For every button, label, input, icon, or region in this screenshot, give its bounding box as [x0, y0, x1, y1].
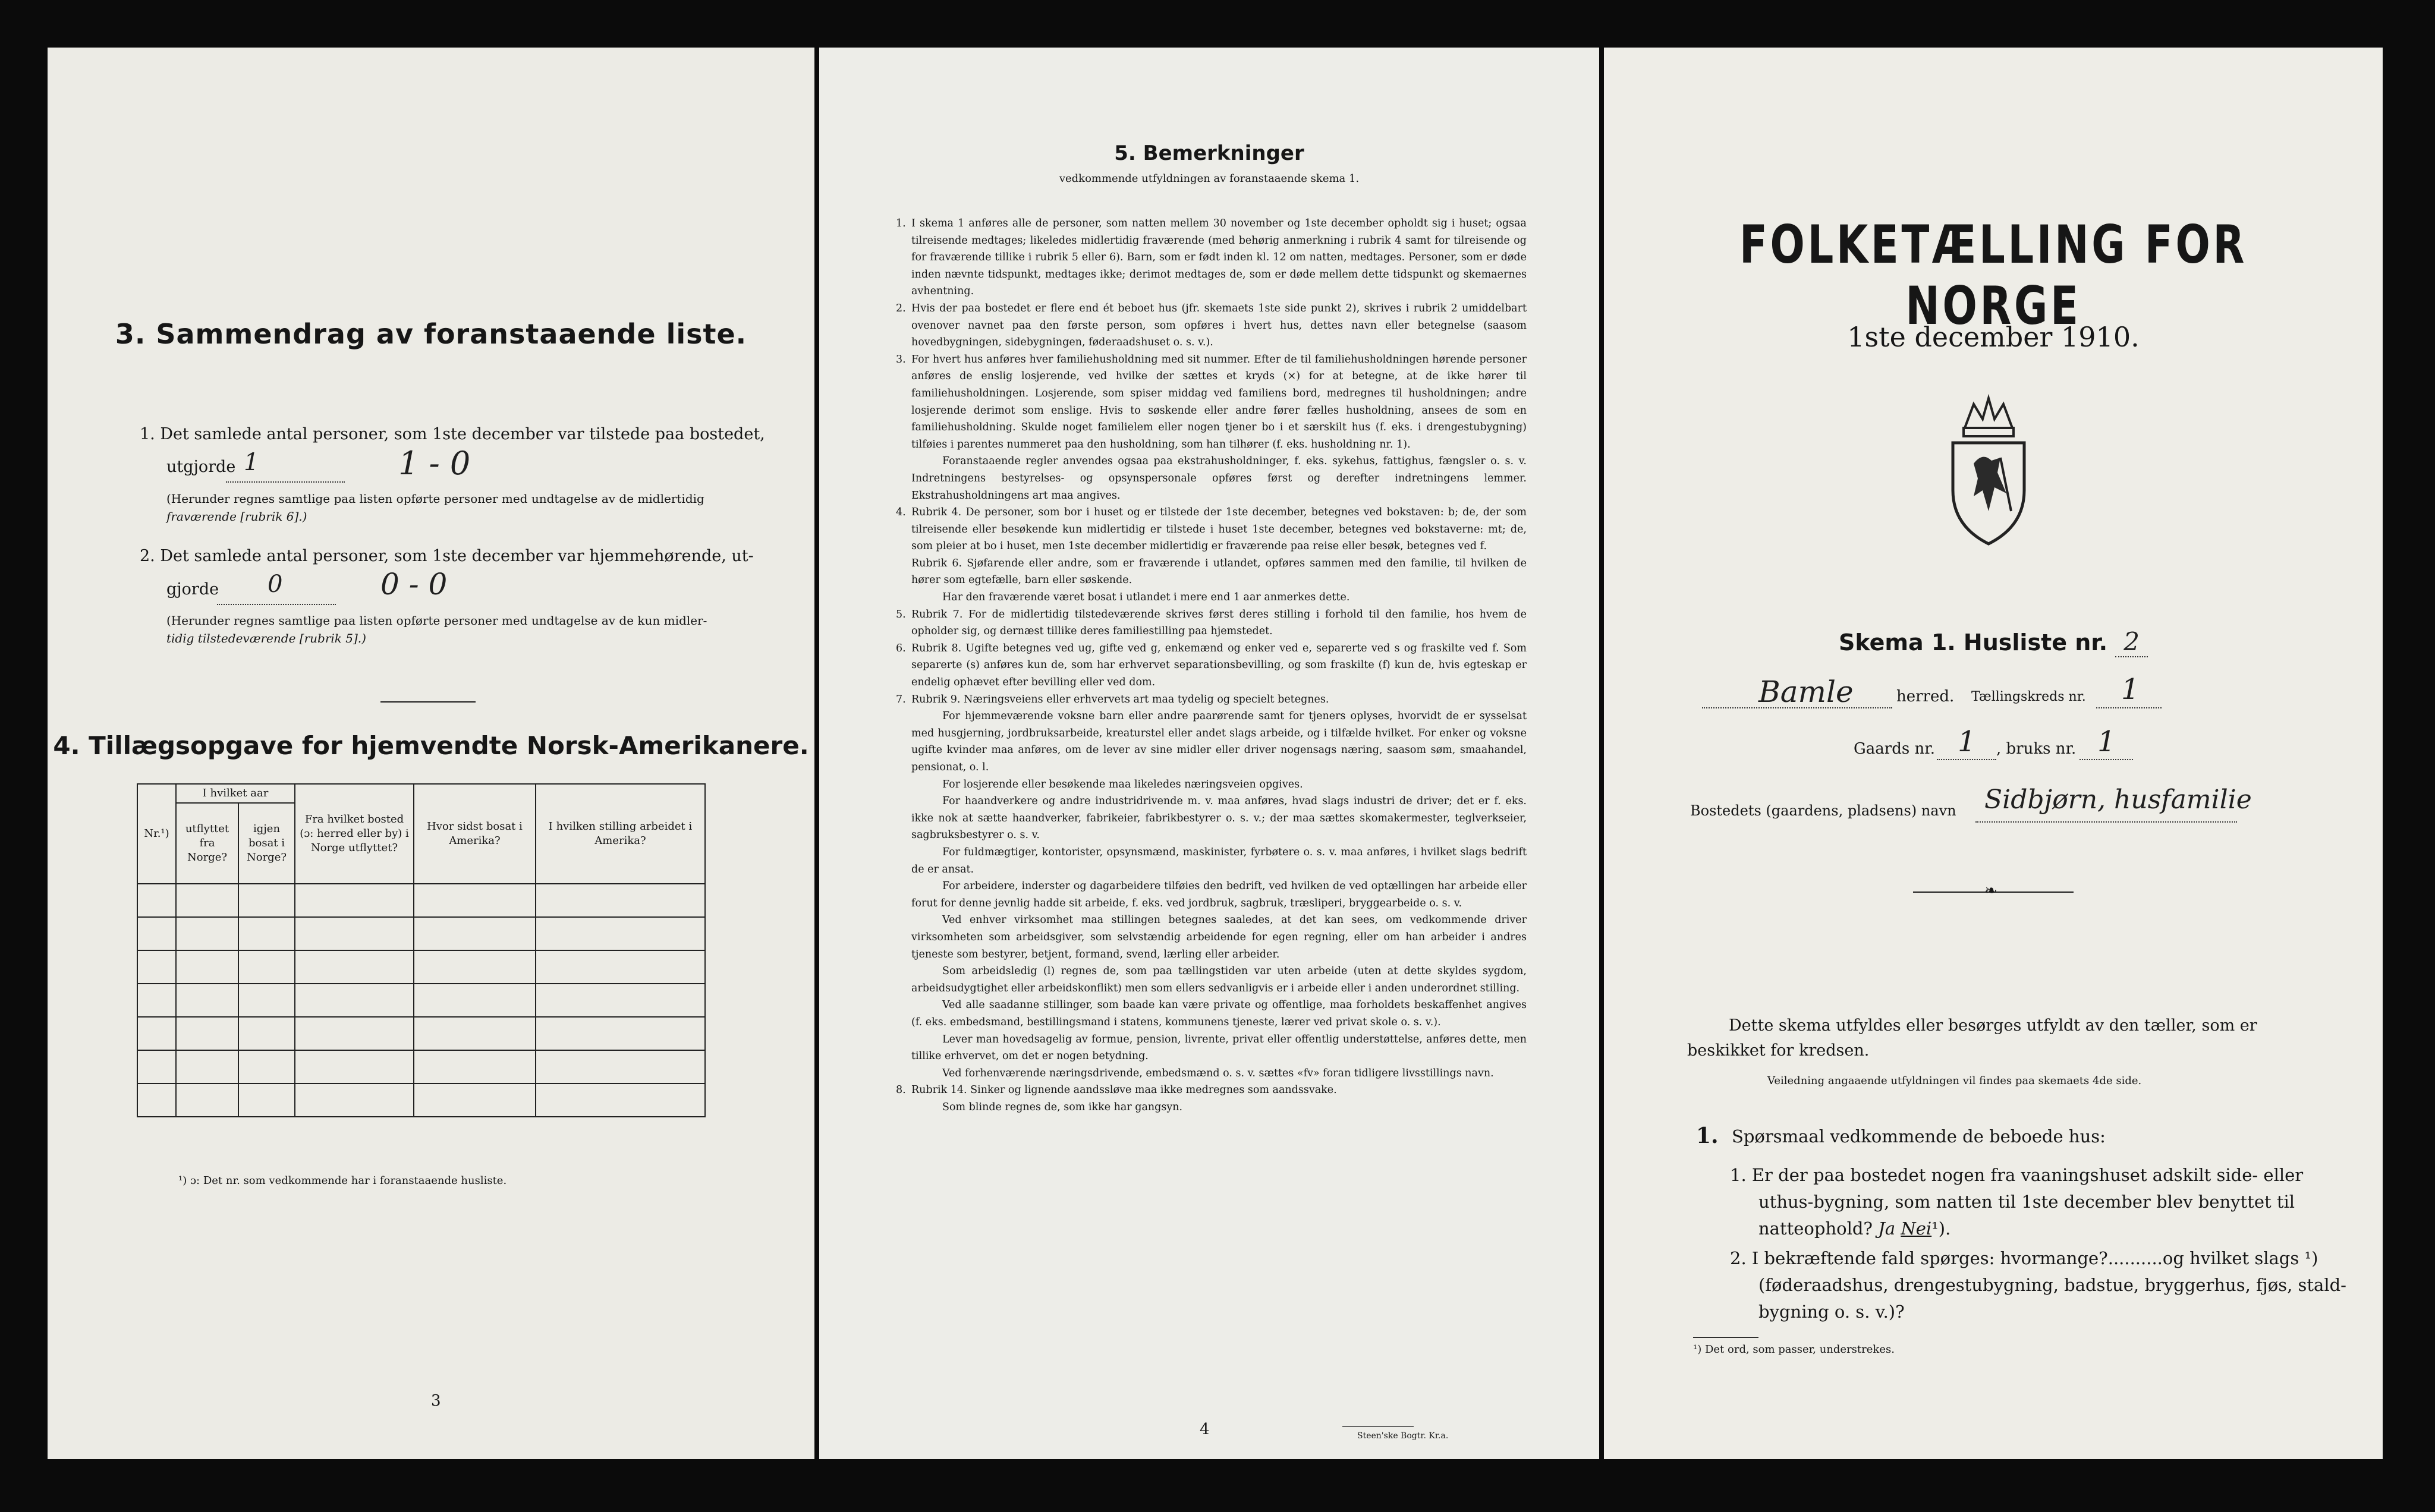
- q1-text: 1. Det samlede antal personer, som 1ste december var tilstede paa bostedet,: [140, 425, 765, 443]
- col-from-where: Fra hvilket bosted (ɔ: herred eller by) i Norge utflyttet?: [295, 784, 414, 884]
- gaards-label: Gaards nr.: [1854, 740, 1936, 758]
- remark-item: Ved alle saadanne stillinger, som baade kan være private og offentlige, maa forholdets beskaffenhet angives (f. eks. embedsmand, bestillingsmand i statens, kommunens tjeneste, lærer ved privat skole o. s. v.).: [911, 999, 1527, 1028]
- remark-item: Ved forhenværende næringsdrivende, embedsmænd o. s. v. sættes «fv» foran tidligere livsstillings navn.: [942, 1067, 1494, 1079]
- q1-sup: ¹).: [1931, 1218, 1951, 1239]
- skema-label: Skema 1. Husliste nr.: [1838, 629, 2108, 656]
- herred-label: herred.: [1896, 688, 1955, 705]
- q1-ja: Ja: [1878, 1218, 1896, 1239]
- printer-rule: [1342, 1426, 1414, 1427]
- q2-line-1: 2. I bekræftende fald spørges: hvormange?..........og hvilket slags ¹): [1730, 1248, 2318, 1268]
- q2-ugjorde: gjorde: [166, 580, 219, 598]
- col-last-place: Hvor sidst bosat i Amerika?: [414, 784, 536, 884]
- coat-of-arms-icon: [1941, 392, 2036, 549]
- q2-handwritten-2: 0 - 0: [380, 567, 448, 601]
- remark-item: For losjerende eller besøkende maa likeledes næringsveien opgives.: [942, 778, 1303, 790]
- herred-value: Bamle: [1758, 675, 1854, 709]
- footnote-rule: [1693, 1337, 1758, 1338]
- form-date: 1ste december 1910.: [1847, 321, 2140, 353]
- bosted-label: Bostedets (gaardens, pladsens) navn: [1690, 802, 1956, 819]
- ornament-icon: ❧: [1984, 882, 1997, 900]
- q-header-num: 1.: [1696, 1123, 1719, 1148]
- remarks-list: [896, 215, 1527, 1116]
- section5-subtitle: vedkommende utfyldningen av foranstaaende skema 1.: [1059, 172, 1360, 185]
- remark-item: For haandverkere og andre industridrivende m. v. maa anføres, hvad slags industri de driver; det er f. eks. ikke nok at sætte haandverker, fabrikeier, fabrikbestyrer o. s. v.; der maa sættes skomakermester, teglverkseier, sagbruksbestyrer o. s. v.: [911, 795, 1527, 842]
- remark-item: 2. Hvis der paa bostedet er flere end ét beboet hus (jfr. skemaets 1ste side punkt 2), skrives i rubrik 2 umiddelbart ovenover navnet paa den første person, som opføres i hvert hus, dettes navn eller betegnelse (saasom hovedbygningen, sidebygningen, føderaadshuset o. s. v.).: [896, 302, 1527, 349]
- kreds-value: 1: [2121, 673, 2140, 706]
- table-row: [137, 917, 705, 950]
- q1-line-2: uthus-bygning, som natten til 1ste december blev benyttet til: [1758, 1192, 2295, 1212]
- page-middle: [819, 48, 1599, 1459]
- q1-dotline: [226, 481, 345, 483]
- q2-handwritten-1: 0: [268, 571, 283, 598]
- remark-item: 1. I skema 1 anføres alle de personer, som natten mellem 30 november og 1ste december opholdt sig i huset; ogsaa tilreisende medtages; likeledes midlertidig fraværende (med behørig anmerkning i rubrik 4 samt for tilreisende og for fraværende tillike i rubrik 5 eller 6). Barn, som er født inden kl. 12 om natten, medtages. Personer, som er døde inden nævnte tidspunkt, medtages ikke; derimot medtages de, som er døde mellem dette tidspunkt og skemaernes avhentning.: [896, 218, 1527, 298]
- section-divider: [380, 701, 476, 703]
- q2-dotline: [217, 604, 336, 605]
- table-footnote: ¹) ɔ: Det nr. som vedkommende har i foranstaaende husliste.: [178, 1174, 507, 1187]
- gaards-dotline: [1937, 759, 1996, 760]
- remark-item: Lever man hovedsagelig av formue, pension, livrente, privat eller offentlig understøttelse, anføres dette, men tillike erhvervet, om det er nogen betydning.: [911, 1033, 1527, 1063]
- skema-line: [1604, 627, 2383, 656]
- table-row: [137, 1017, 705, 1050]
- table-row: [137, 1083, 705, 1117]
- q1-handwritten-2: 1 - 0: [398, 445, 471, 482]
- section4-title: 4. Tillægsopgave for hjemvendte Norsk-Amerikanere.: [53, 731, 809, 760]
- remark-item: Ved enhver virksomhet maa stillingen betegnes saaledes, at det kan sees, om vedkommende driver virksomheten som arbeidsgiver, som selvstændig arbeidende for egen regning, eller om han arbeider i andres tjeneste som bestyrer, betjent, formand, svend, lærling eller arbeider.: [911, 914, 1527, 960]
- page-left: [48, 48, 814, 1459]
- page-number-3: 3: [431, 1392, 441, 1410]
- table-row: [137, 1050, 705, 1083]
- q2-note-1: (Herunder regnes samtlige paa listen opførte personer med undtagelse av de kun midler-: [166, 613, 707, 628]
- form-title: FOLKETÆLLING FOR NORGE: [1739, 214, 2248, 336]
- q1-note-2: fraværende [rubrik 6].): [166, 509, 307, 524]
- printer-mark: Steen'ske Bogtr. Kr.a.: [1357, 1431, 1449, 1441]
- remark-item: Som arbeidsledig (l) regnes de, som paa tællingstiden var uten arbeide (uten at dette skyldes sygdom, arbeidsudygtighet eller arbeidskonflikt) men som ellers sedvanligvis er i arbeide eller i anden underordnet stilling.: [911, 965, 1527, 994]
- intro-line-2: beskikket for kredsen.: [1687, 1041, 1870, 1060]
- gaards-value: 1: [1958, 725, 1976, 758]
- col-emigrated: utflyttet fra Norge?: [176, 803, 238, 884]
- remark-item: Foranstaaende regler anvendes ogsaa paa ekstrahusholdninger, f. eks. sykehus, fattighus, fængsler o. s. v. Indretningens bestyrelses- og opsynspersonale opføres først og derefter indretningens lemmer. Ekstrahusholdningens art maa angives.: [911, 455, 1527, 502]
- remark-item: Rubrik 6. Sjøfarende eller andre, som er fraværende i utlandet, opføres sammen med den familie, til hvilken de hører som egtefælle, barn eller søskende.: [911, 557, 1527, 587]
- remark-item: 6. Rubrik 8. Ugifte betegnes ved ug, gifte ved g, enkemænd og enker ved e, separerte ved s og fraskilte ved f. Som separerte (s) anføres kun de, som har erhvervet separationsbevilling, og som fraskilte (f) kun de, hvis egteskap er endelig ophævet efter bevilling eller ved dom.: [896, 642, 1527, 689]
- q2-text: 2. Det samlede antal personer, som 1ste december var hjemmehørende, ut-: [140, 547, 754, 565]
- remark-item: Som blinde regnes de, som ikke har gangsyn.: [942, 1101, 1183, 1113]
- q1-utgjorde: utgjorde: [166, 458, 236, 476]
- table-row: [137, 984, 705, 1017]
- col-nr: Nr.¹): [137, 784, 176, 884]
- page-number-4: 4: [1200, 1420, 1210, 1438]
- remark-item: 7. Rubrik 9. Næringsveiens eller erhvervets art maa tydelig og specielt betegnes.: [896, 693, 1329, 705]
- remark-item: 3. For hvert hus anføres hver familiehusholdning med sit nummer. Efter de til familiehusholdningen hørende personer anføres de enslig losjerende, ved hvilke der sættes et kryds (×) for at betegne, at de ikke hører til familiehusholdningen. Losjerende, som spiser middag ved familiens bord, medregnes til husholdningen; andre losjerende derimot som enslige. Hvis to søskende eller andre fører fælles husholdning, ansees de som en familiehusholdning. Skulde noget familielem eller nogen tjener bo i et særskilt hus (f. eks. i drengestubygning) tilføies i parentes nummeret paa den husholdning, som han tilhører (f. eks. husholdning nr. 1).: [896, 353, 1527, 451]
- table-row: [137, 884, 705, 917]
- q1-handwritten-1: 1: [244, 449, 259, 476]
- husliste-nr: 2: [2115, 627, 2148, 657]
- q-header: Spørsmaal vedkommende de beboede hus:: [1732, 1126, 2106, 1146]
- q1-line-3: [1758, 1218, 1950, 1239]
- table-row: [137, 950, 705, 984]
- q2-line-3: bygning o. s. v.)?: [1758, 1302, 1905, 1322]
- section3-title: 3. Sammendrag av foranstaaende liste.: [115, 318, 747, 350]
- intro-note: Veiledning angaaende utfyldningen vil findes paa skemaets 4de side.: [1767, 1075, 2142, 1087]
- page-right: [1604, 48, 2383, 1459]
- norsk-amerikanere-table: [137, 783, 706, 1117]
- col-year-group: I hvilket aar: [176, 784, 295, 803]
- q1-note-1: (Herunder regnes samtlige paa listen opførte personer med undtagelse av de midlertidig: [166, 492, 704, 506]
- remark-item: For hjemmeværende voksne barn eller andre paarørende samt for tjeners oplyses, hvorvidt de er sysselsat med husgjerning, jordbruksarbeide, kreaturstel eller andet slags arbeide, og i tilfælde hvilket. For enker og voksne ugifte kvinder maa anføres, om de lever av sine midler eller driver nogensags næring, saasom søm, smaahandel, pensionat, o. l.: [911, 710, 1527, 773]
- q2-line-2: (føderaadshus, drengestubygning, badstue, bryggerhus, fjøs, stald-: [1758, 1275, 2346, 1295]
- bosted-dotline: [1975, 821, 2237, 823]
- remark-item: For arbeidere, inderster og dagarbeidere tilføies den bedrift, ved hvilken de ved optællingen har arbeide eller forut for denne jevnlig hadde sit arbeide, f. eks. ved jordbruk, sagbruk, træsliperi, bryggearbeide o. s. v.: [911, 880, 1527, 909]
- section5-title: 5. Bemerkninger: [1114, 141, 1304, 165]
- bruks-dotline: [2079, 759, 2133, 760]
- q1-nei: Nei: [1901, 1218, 1932, 1239]
- q2-note-2: tidig tilstedeværende [rubrik 5].): [166, 631, 366, 645]
- q1-natteophold: natteophold?: [1758, 1218, 1873, 1239]
- kreds-dotline: [2096, 707, 2162, 708]
- bruks-value: 1: [2097, 725, 2116, 758]
- remark-item: For fuldmægtiger, kontorister, opsynsmænd, maskinister, fyrbøtere o. s. v. maa anføres, i hvilket slags bedrift de er ansat.: [911, 846, 1527, 875]
- remark-item: 4. Rubrik 4. De personer, som bor i huset og er tilstede der 1ste december, betegnes ved bokstaven: b; de, der som tilreisende eller besøkende kun midlertidig er tilstede i huset 1ste december, betegnes ved bokstaverne: mt; de, som pleier at bo i huset, men 1ste december midlertidig er fraværende paa reise eller besøk, betegnes ved f.: [896, 506, 1527, 553]
- remark-item: 5. Rubrik 7. For de midlertidig tilstedeværende skrives først deres stilling i forhold til den familie, hos hvem de opholder sig, og dernæst tillike deres familiestilling paa hjemstedet.: [896, 608, 1527, 638]
- kreds-label: Tællingskreds nr.: [1971, 689, 2086, 704]
- intro-line-1: Dette skema utfyldes eller besørges utfyldt av den tæller, som er: [1729, 1016, 2257, 1035]
- bosted-value: Sidbjørn, husfamilie: [1984, 785, 2252, 815]
- q1-line-1: 1. Er der paa bostedet nogen fra vaaningshuset adskilt side- eller: [1730, 1165, 2304, 1185]
- bruks-label: , bruks nr.: [1996, 740, 2077, 758]
- col-returned: igjen bosat i Norge?: [238, 803, 295, 884]
- footnote: ¹) Det ord, som passer, understrekes.: [1693, 1343, 1895, 1356]
- remark-item: Har den fraværende været bosat i utlandet i mere end 1 aar anmerkes dette.: [942, 591, 1350, 604]
- col-position: I hvilken stilling arbeidet i Amerika?: [536, 784, 705, 884]
- remark-item: 8. Rubrik 14. Sinker og lignende aandssløve maa ikke medregnes som aandssvake.: [896, 1084, 1337, 1097]
